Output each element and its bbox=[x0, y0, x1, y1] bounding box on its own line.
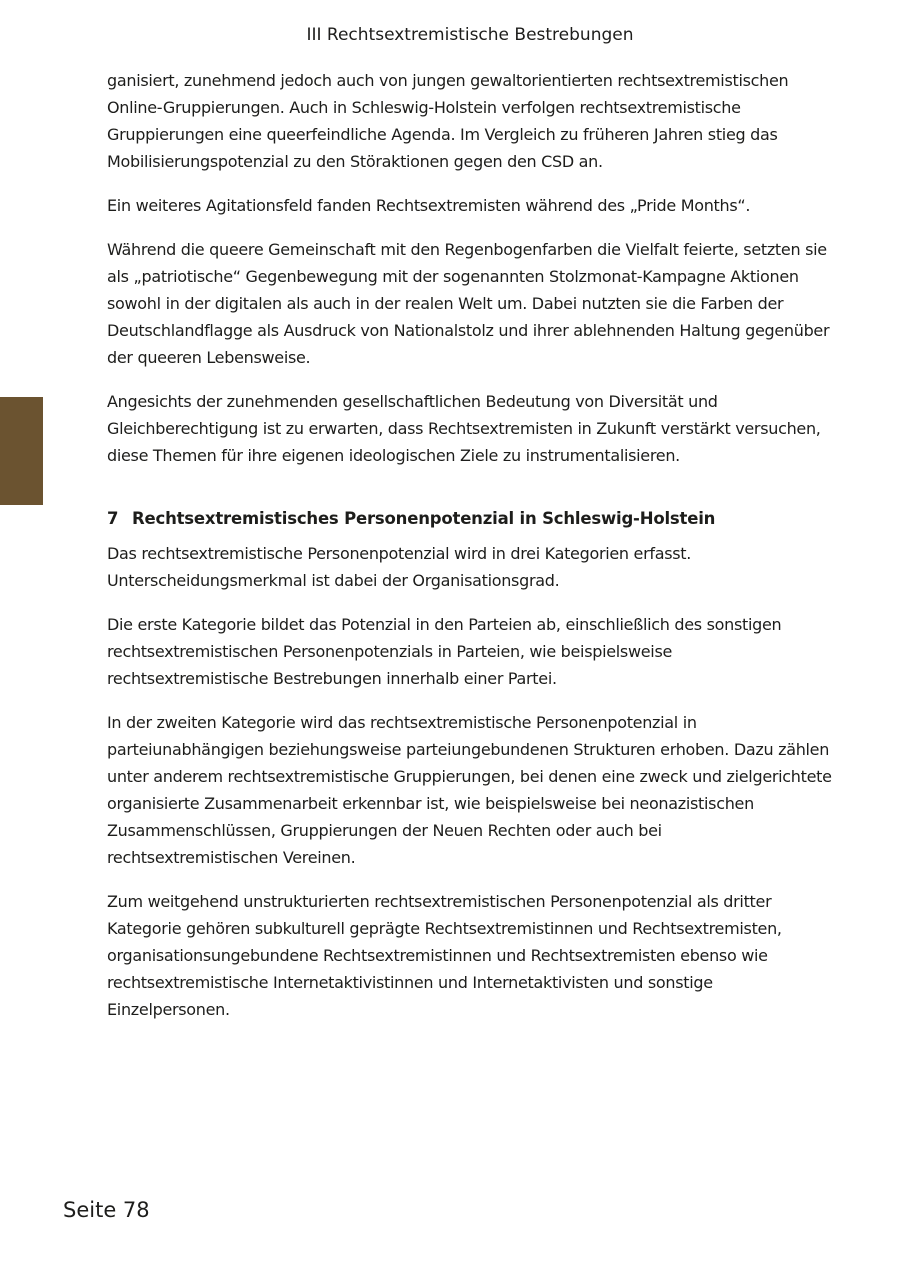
paragraph: ganisiert, zunehmend jedoch auch von jungen gewaltorientierten rechtsextremistischen Online-Gruppierungen. Auch in Schleswig-Holstein verfolgen rechtsextremistische Gruppierungen eine queerfeindliche Agenda. Im Vergleich zu früheren Jahren stieg das Mobilisierungspotenzial zu den Störaktionen gegen den CSD an. bbox=[107, 71, 789, 171]
paragraph: Ein weiteres Agitationsfeld fanden Rechtsextremisten während des „Pride Months“. bbox=[107, 196, 751, 215]
section-title: Rechtsextremistisches Personenpotenzial in Schleswig-Holstein bbox=[132, 509, 716, 528]
paragraph: Die erste Kategorie bildet das Potenzial in den Parteien ab, einschließlich des sonstigen rechtsextremistischen Personenpotenzials in Parteien, wie beispielsweise rechtsextremistische Bestrebungen innerhalb einer Partei. bbox=[107, 615, 782, 688]
paragraph: Während die queere Gemeinschaft mit den Regenbogenfarben die Vielfalt feierte, setzten sie als „patriotische“ Gegenbewegung mit der sogenannten Stolzmonat-Kampagne Aktionen sowohl in der digitalen als auch in der realen Welt um. Dabei nutzten sie die Farben der Deutschlandflagge als Ausdruck von Nationalstolz und ihrer ablehnenden Haltung gegenüber der queeren Lebensweise. bbox=[107, 240, 830, 367]
section-heading bbox=[107, 505, 835, 532]
paragraph: Angesichts der zunehmenden gesellschaftlichen Bedeutung von Diversität und Gleichberechtigung ist zu erwarten, dass Rechtsextremisten in Zukunft verstärkt versuchen, diese Themen für ihre eigenen ideologischen Ziele zu instrumentalisieren. bbox=[107, 392, 821, 465]
running-header: III Rechtsextremistische Bestrebungen bbox=[306, 25, 634, 45]
main-content bbox=[107, 67, 835, 1040]
chapter-side-tab bbox=[0, 397, 43, 505]
paragraph: Das rechtsextremistische Personenpotenzial wird in drei Kategorien erfasst. Unterscheidungsmerkmal ist dabei der Organisationsgrad. bbox=[107, 544, 692, 590]
paragraph: Zum weitgehend unstrukturierten rechtsextremistischen Personenpotenzial als dritter Kategorie gehören subkulturell geprägte Rechtsextremistinnen und Rechtsextremisten, organisationsungebundene Rechtsextremistinnen und Rechtsextremisten ebenso wie rechtsextremistische Internetaktivistinnen und Internetaktivisten und sonstige Einzelpersonen. bbox=[107, 892, 782, 1019]
paragraph: In der zweiten Kategorie wird das rechtsextremistische Personenpotenzial in parteiunabhängigen beziehungsweise parteiungebundenen Strukturen erhoben. Dazu zählen unter anderem rechtsextremistische Gruppierungen, bei denen eine zweck und zielgerichtete organisierte Zusammenarbeit erkennbar ist, wie beispielsweise bei neonazistischen Zusammenschlüssen, Gruppierungen der Neuen Rechten oder auch bei rechtsextremistischen Vereinen. bbox=[107, 713, 832, 867]
page-number: Seite 78 bbox=[63, 1198, 150, 1222]
section-number: 7 bbox=[107, 509, 119, 528]
